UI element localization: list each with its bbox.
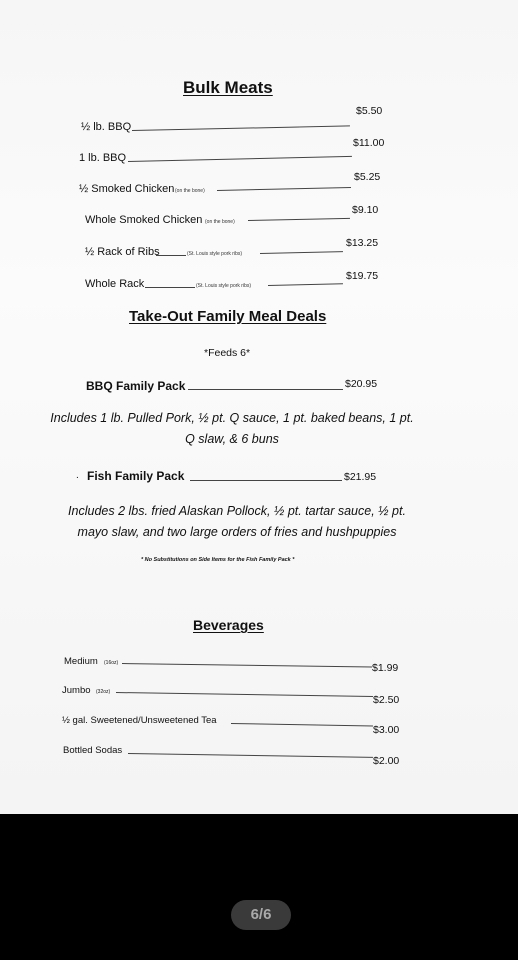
- item-name: ½ Rack of Ribs: [85, 246, 160, 258]
- description-line: Q slaw, & 6 buns: [185, 432, 279, 446]
- item-price: $13.25: [346, 237, 379, 249]
- item-price: $3.00: [373, 724, 400, 736]
- dot-leader: [231, 723, 373, 726]
- item-price: $20.95: [345, 378, 378, 390]
- item-name: ½ Smoked Chicken: [79, 183, 175, 195]
- item-name: 1 lb. BBQ: [79, 152, 127, 164]
- no-substitutions-note: * No Substitutions on Side Items for the Fish Family Pack *: [141, 557, 295, 563]
- item-name: Jumbo: [62, 685, 91, 696]
- item-price: $9.10: [352, 204, 379, 216]
- dot-leader: [188, 389, 343, 390]
- dot-leader: [190, 480, 342, 481]
- item-description: [44, 501, 430, 543]
- bullet-mark: .: [76, 470, 79, 481]
- item-name: Medium: [64, 656, 98, 667]
- dot-leader: [128, 753, 373, 758]
- dot-leader: [145, 287, 195, 288]
- page-indicator: 6/6: [231, 900, 291, 930]
- item-note: (32oz): [96, 689, 111, 695]
- feeds-note: *Feeds 6*: [204, 347, 251, 359]
- item-name: ½ gal. Sweetened/Unsweetened Tea: [62, 715, 217, 726]
- dot-leader: [116, 692, 373, 697]
- item-note: (St. Louis style pork ribs): [196, 283, 252, 289]
- item-note: (on the bone): [175, 188, 205, 194]
- description-line: Includes 1 lb. Pulled Pork, ½ pt. Q sauce, 1 pt. baked beans, 1 pt.: [50, 411, 414, 425]
- dot-leader: [248, 218, 350, 221]
- family-deals-heading: Take-Out Family Meal Deals: [129, 308, 327, 325]
- dot-leader: [156, 255, 186, 256]
- item-name: ½ lb. BBQ: [81, 121, 132, 133]
- dot-leader: [268, 283, 343, 286]
- item-note: (St. Louis style pork ribs): [187, 251, 243, 257]
- item-name: Whole Rack: [85, 278, 145, 290]
- item-price: $21.95: [344, 471, 377, 483]
- dot-leader: [122, 663, 372, 667]
- dot-leader: [128, 156, 352, 162]
- beverages-heading: Beverages: [193, 617, 264, 633]
- description-line: Includes 2 lbs. fried Alaskan Pollock, ½ pt. tartar sauce, ½ pt.: [68, 504, 406, 518]
- item-name: Bottled Sodas: [63, 745, 123, 756]
- item-price: $11.00: [353, 137, 385, 149]
- item-price: $1.99: [372, 662, 399, 674]
- item-name: Fish Family Pack: [87, 469, 185, 483]
- item-price: $5.50: [356, 105, 383, 117]
- dot-leader: [260, 251, 343, 254]
- item-description: [40, 408, 424, 450]
- item-price: $5.25: [354, 171, 381, 183]
- item-price: $2.00: [373, 755, 400, 767]
- bulk-meats-heading: Bulk Meats: [183, 78, 273, 97]
- item-price: $19.75: [346, 270, 379, 282]
- item-note: (on the bone): [205, 219, 235, 225]
- description-line: mayo slaw, and two large orders of fries and hushpuppies: [77, 525, 397, 539]
- dot-leader: [217, 187, 351, 191]
- item-name: BBQ Family Pack: [86, 379, 186, 393]
- item-price: $2.50: [373, 694, 400, 706]
- dot-leader: [132, 125, 350, 131]
- item-note: (16oz): [104, 660, 119, 666]
- item-name: Whole Smoked Chicken: [85, 214, 203, 226]
